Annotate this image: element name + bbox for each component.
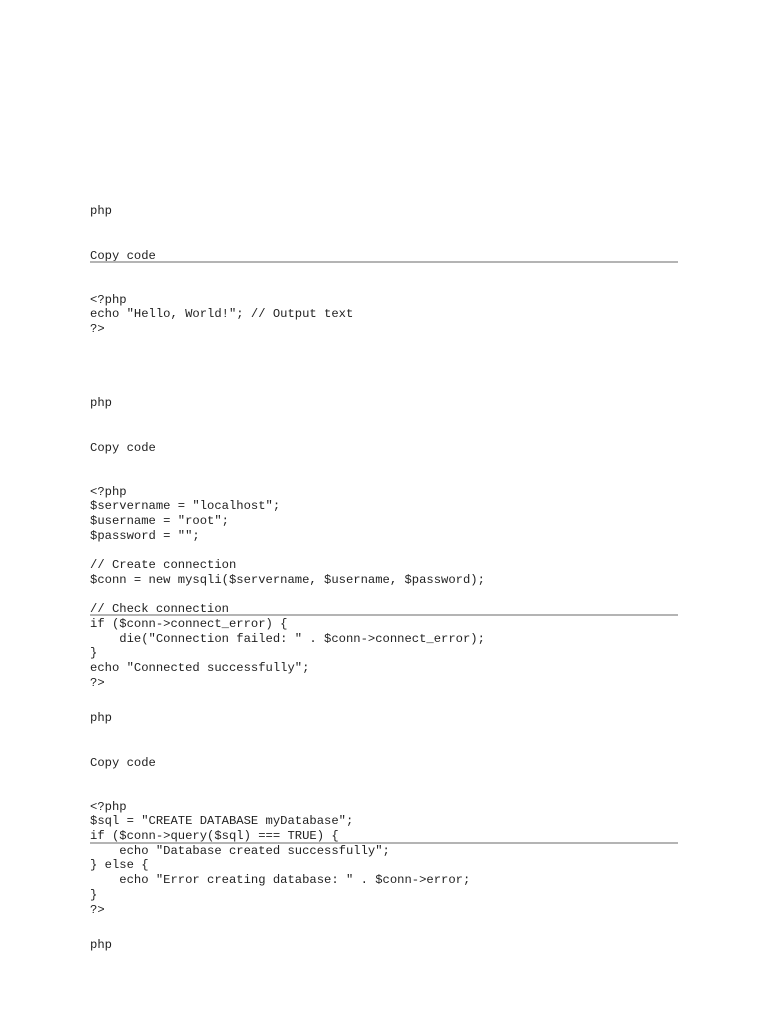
divider (90, 842, 678, 844)
copy-code-button[interactable]: Copy code (90, 440, 156, 455)
code-content: <?php $servername = "localhost"; $username = "root"; $password = ""; // Create connection $conn = new mysqli($servername, $username, $password); // Check connection if ($conn->connect_error) { die("Connection failed: " . $conn->connect_error); } echo "Connected successfully"; ?> (90, 484, 485, 690)
code-language-label: php (90, 396, 112, 411)
code-block-4 (90, 909, 112, 968)
code-block-3 (90, 682, 470, 932)
code-language-label: php (90, 938, 112, 953)
code-block-2 (90, 367, 485, 705)
code-content: <?php $sql = "CREATE DATABASE myDatabase"; if ($conn->query($sql) === TRUE) { echo "Database created successfully"; } else { echo "Error creating database: " . $conn->error; } ?> (90, 799, 471, 917)
copy-code-button[interactable]: Copy code (90, 248, 156, 263)
divider (90, 614, 678, 616)
code-language-label: php (90, 711, 112, 726)
code-content: <?php echo "Hello, World!"; // Output text ?> (90, 292, 354, 337)
copy-code-button[interactable]: Copy code (90, 755, 156, 770)
code-block-1 (90, 175, 353, 351)
code-language-label: php (90, 204, 112, 219)
divider (90, 261, 678, 263)
